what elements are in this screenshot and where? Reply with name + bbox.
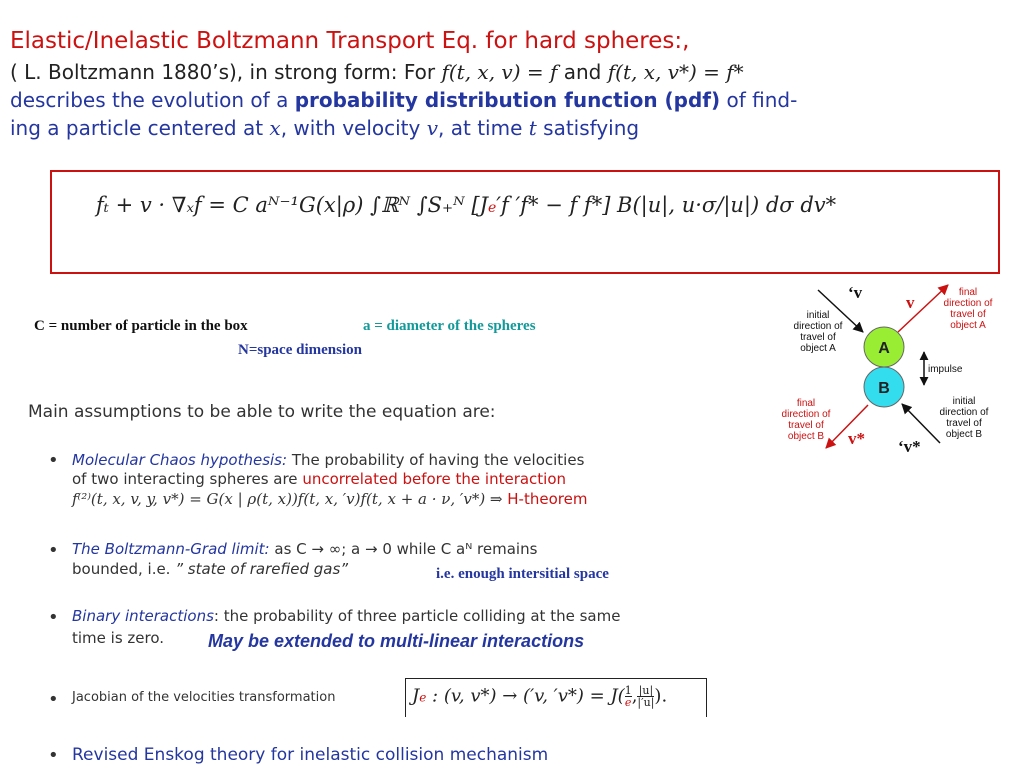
jac-map: : (v, v*) → (′v, ′v*) = J( xyxy=(426,685,625,707)
bullet-dot: • xyxy=(48,689,59,710)
text-line: object B xyxy=(945,429,983,440)
intro-line-1 xyxy=(10,60,744,84)
slide-title: Elastic/Inelastic Boltzmann Transport Eq. for hard spheres:, xyxy=(10,28,690,54)
intro-text: and xyxy=(557,60,608,84)
text-line: travel of xyxy=(800,332,836,343)
intro-math: x xyxy=(269,116,281,140)
text-line: initial xyxy=(952,396,976,407)
text-line: travel of xyxy=(788,420,824,431)
intro-text: of find- xyxy=(720,88,798,112)
label-v: v xyxy=(906,293,915,312)
text-line: direction of xyxy=(943,298,993,309)
jac-j: J xyxy=(412,685,420,707)
text-line: travel of xyxy=(950,309,986,320)
bullet-dot: • xyxy=(48,450,59,471)
frac-num: |u| xyxy=(638,684,654,697)
frac-den: e xyxy=(624,696,632,709)
chaos-math: f⁽²⁾(t, x, v, y, v*) = G(x | ρ(t, x))f(t, x, ′v)f(t, x + a · ν, ′v*) ⇒ xyxy=(72,490,508,508)
chaos-line-3 xyxy=(72,490,587,508)
collision-diagram xyxy=(768,280,1024,460)
grad-text: as C → ∞; a → 0 while C aᴺ remains xyxy=(269,540,538,558)
jac-frac-1 xyxy=(625,685,632,708)
text-line: direction of xyxy=(793,321,843,332)
grad-label: The Boltzmann-Grad limit: xyxy=(72,540,270,558)
enskog-text: Revised Enskog theory for inelastic collision mechanism xyxy=(72,745,549,765)
note-n: N=space dimension xyxy=(238,342,362,358)
jacobian-label: Jacobian of the velocities transformation xyxy=(72,690,336,705)
jac-close: ). xyxy=(654,685,668,707)
chaos-line-2 xyxy=(72,470,566,488)
binary-label: Binary interactions xyxy=(72,607,214,625)
chaos-label: Molecular Chaos hypothesis: xyxy=(72,451,288,469)
text-line: object B xyxy=(787,431,825,442)
equation-box xyxy=(50,170,1000,274)
ball-b-label: B xyxy=(878,380,890,397)
text-line: initial xyxy=(806,310,830,321)
text-impulse: impulse xyxy=(928,364,963,375)
frac-num: 1 xyxy=(624,684,632,697)
binary-line-2: time is zero. xyxy=(72,629,165,647)
chaos-text: of two interacting spheres are xyxy=(72,470,303,488)
ball-a-label: A xyxy=(878,340,890,357)
equation-je: e xyxy=(487,200,497,216)
text-line: object A xyxy=(950,320,986,331)
intro-bold: probability distribution function (pdf) xyxy=(294,88,721,112)
label-v-prime: ‘v xyxy=(848,283,863,302)
chaos-red: uncorrelated before the interaction xyxy=(302,470,567,488)
bullet-dot: • xyxy=(48,540,59,561)
jacobian-formula: Je : (v, v*) → (′v, ′v*) = J( $\frac{1}{e}$ , $\frac{|u|}{|'u|}$ ). xyxy=(412,684,668,709)
equation-rhs: ′f ′f* − f f*] B(|u|, u·σ/|u|) dσ dv* xyxy=(496,193,837,217)
equation-lhs: fₜ + v · ∇ₓf = C aᴺ⁻¹G(x|ρ) ∫ℝᴺ ∫S₊ᴺ [J xyxy=(96,193,488,217)
intro-math: v xyxy=(426,116,439,140)
intro-text: satisfying xyxy=(536,116,640,140)
grad-text: bounded, i.e. xyxy=(72,560,176,578)
intro-math: t xyxy=(528,116,537,140)
text-line: final xyxy=(958,287,978,298)
bullet-dot: • xyxy=(48,607,59,628)
binary-note: May be extended to multi-linear interactions xyxy=(208,631,585,651)
intro-line-3 xyxy=(10,116,639,140)
note-a: a = diameter of the spheres xyxy=(363,318,536,334)
binary-line-1 xyxy=(72,607,620,625)
text-line: travel of xyxy=(946,418,982,429)
text-line: final xyxy=(796,398,816,409)
frac-den: |′u| xyxy=(637,696,655,709)
grad-italic: ” state of rarefied gas” xyxy=(175,560,349,578)
jac-e: e xyxy=(419,690,427,705)
text-final-b xyxy=(782,398,831,442)
text-line: direction of xyxy=(939,407,989,418)
intro-math: f(t, x, v*) = f* xyxy=(607,60,744,84)
text-initial-a xyxy=(794,310,843,354)
bullet-dot: • xyxy=(48,745,59,766)
label-v-star: v* xyxy=(848,429,865,448)
grad-line-2 xyxy=(72,560,348,578)
intro-text: describes the evolution of a xyxy=(10,88,295,112)
intro-line-2 xyxy=(10,88,797,112)
chaos-text: The probability of having the velocities xyxy=(287,451,585,469)
intro-text: , at time xyxy=(438,116,529,140)
text-line: direction of xyxy=(781,409,831,420)
text-final-a xyxy=(944,287,993,331)
text-initial-b xyxy=(940,396,989,440)
chaos-line-1 xyxy=(72,451,584,469)
jac-frac-2 xyxy=(637,685,654,708)
grad-note: i.e. enough intersitial space xyxy=(436,566,609,582)
assumptions-heading: Main assumptions to be able to write the equation are: xyxy=(28,402,496,422)
note-c: C = number of particle in the box xyxy=(34,318,248,334)
intro-text: ing a particle centered at xyxy=(10,116,270,140)
intro-text: ( L. Boltzmann 1880’s), in strong form: For xyxy=(10,60,442,84)
label-v-star-prime: ‘v* xyxy=(898,437,921,456)
binary-text: : the probability of three particle colliding at the same xyxy=(213,607,621,625)
text-line: object A xyxy=(800,343,836,354)
grad-line-1 xyxy=(72,540,537,558)
h-theorem: H-theorem xyxy=(507,490,588,508)
boltzmann-equation xyxy=(96,193,836,217)
intro-math: f(t, x, v) = f xyxy=(441,60,558,84)
intro-text: , with velocity xyxy=(280,116,427,140)
